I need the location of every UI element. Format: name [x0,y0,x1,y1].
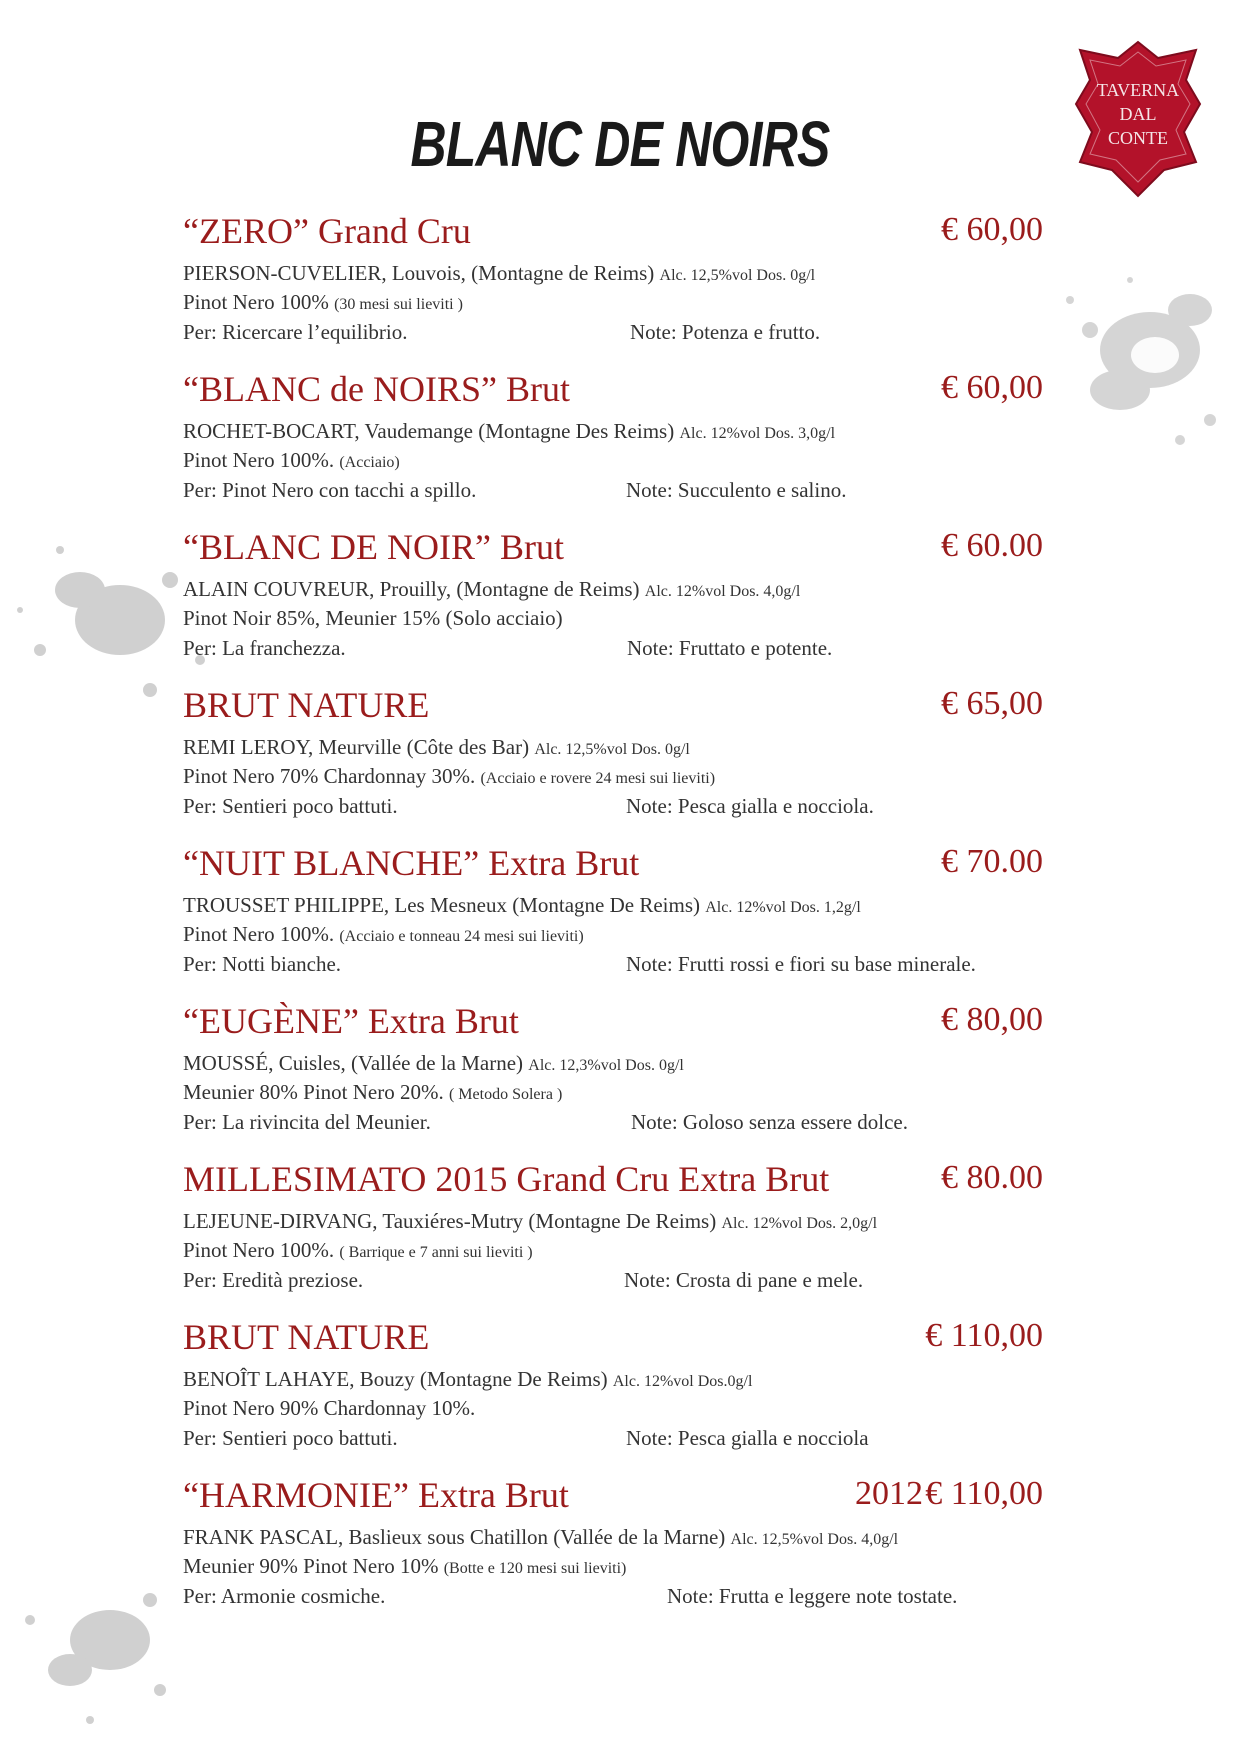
grapes: Meunier 80% Pinot Nero 20%. [183,1080,444,1104]
pairing-text: Per: Notti bianche. [183,952,342,976]
grapes-line [183,766,715,787]
wine-specs: Alc. 12,5%vol Dos. 4,0g/l [730,1531,899,1548]
producer: BENOÎT LAHAYE, Bouzy (Montagne De Reims) [183,1367,608,1391]
wine-price: € 60.00 [941,527,1043,564]
wine-specs: Alc. 12%vol Dos. 1,2g/l [705,899,861,916]
grapes-line [183,1240,533,1261]
wine-name: “HARMONIE” Extra Brut [183,1475,569,1515]
grapes-note: (Botte e 120 mesi sui lieviti) [443,1560,627,1577]
wine-price: € 60,00 [941,211,1043,248]
wine-entry [183,529,1063,659]
producer: ALAIN COUVREUR, Prouilly, (Montagne de Reims) [183,577,640,601]
wine-specs: Alc. 12,5%vol Dos. 0g/l [659,267,816,284]
wine-price: € 80,00 [941,1001,1043,1038]
grapes-note: (Acciaio) [339,454,400,471]
producer: REMI LEROY, Meurville (Côte des Bar) [183,735,530,759]
wine-specs: Alc. 12,5%vol Dos. 0g/l [534,741,690,758]
wine-name: “NUIT BLANCHE” Extra Brut [183,843,640,883]
wine-specs: Alc. 12%vol Dos. 4,0g/l [644,583,801,600]
wine-entry [183,1319,1063,1449]
wine-entry [183,1161,1063,1291]
grapes: Pinot Nero 100% [183,290,329,314]
logo-line-2: DAL [1119,104,1157,124]
wine-specs: Alc. 12%vol Dos.0g/l [612,1373,753,1390]
pairing-text: Per: Armonie cosmiche. [183,1584,386,1608]
wine-price: € 110,00 [925,1317,1043,1354]
producer: ROCHET-BOCART, Vaudemange (Montagne Des Reims) [183,419,675,443]
wine-name: “ZERO” Grand Cru [183,211,471,251]
grapes: Pinot Nero 100%. [183,1238,335,1262]
grapes-line [183,1556,626,1577]
grapes-note: (Acciaio e tonneau 24 mesi sui lieviti) [339,928,584,945]
producer-line [183,1527,898,1548]
producer-line [183,579,800,600]
wine-name: “BLANC DE NOIR” Brut [183,527,564,567]
wine-price: € 110,00 [925,1475,1043,1512]
pairing-text: Per: Sentieri poco battuti. [183,794,398,818]
grapes-note: ( Metodo Solera ) [448,1086,563,1103]
tasting-note: Note: Frutta e leggere note tostate. [667,1584,958,1608]
grapes: Pinot Nero 100%. [183,448,335,472]
wine-name: “BLANC de NOIRS” Brut [183,369,570,409]
grapes: Meunier 90% Pinot Nero 10% [183,1554,439,1578]
tasting-note: Note: Pesca gialla e nocciola. [626,794,874,818]
wine-entry [183,1477,1063,1607]
wine-entry [183,213,1063,343]
wine-price: € 60,00 [941,369,1043,406]
splatter-bottom-left [0,1560,200,1754]
wine-entry [183,687,1063,817]
wine-specs: Alc. 12%vol Dos. 3,0g/l [679,425,836,442]
tasting-note: Note: Crosta di pane e mele. [624,1268,864,1292]
pairing-text: Per: La rivincita del Meunier. [183,1110,431,1134]
pairing-text: Per: Ricercare l’equilibrio. [183,320,408,344]
producer: PIERSON-CUVELIER, Louvois, (Montagne de Reims) [183,261,655,285]
wine-price: € 70.00 [941,843,1043,880]
pairing-text: Per: Sentieri poco battuti. [183,1426,398,1450]
tasting-note: Note: Pesca gialla e nocciola [626,1426,869,1450]
tasting-note: Note: Potenza e frutto. [630,320,821,344]
wine-name: BRUT NATURE [183,685,430,725]
producer-line [183,1369,752,1390]
wine-specs: Alc. 12,3%vol Dos. 0g/l [528,1057,684,1074]
wine-name: BRUT NATURE [183,1317,430,1357]
pairing-text: Per: La franchezza. [183,636,346,660]
wine-entry [183,1003,1063,1133]
grapes-line [183,608,563,629]
wine-specs: Alc. 12%vol Dos. 2,0g/l [721,1215,878,1232]
wine-year: 2012 [855,1475,923,1512]
grapes-note: ( Barrique e 7 anni sui lieviti ) [339,1244,533,1261]
producer: LEJEUNE-DIRVANG, Tauxiéres-Mutry (Montagne De Reims) [183,1209,717,1233]
wine-entry [183,371,1063,501]
producer: TROUSSET PHILIPPE, Les Mesneux (Montagne De Reims) [183,893,700,917]
wine-name: “EUGÈNE” Extra Brut [183,1001,519,1041]
producer: MOUSSÉ, Cuisles, (Vallée de la Marne) [183,1051,524,1075]
grapes: Pinot Nero 70% Chardonnay 30%. [183,764,476,788]
tasting-note: Note: Fruttato e potente. [627,636,833,660]
wine-price: € 80.00 [941,1159,1043,1196]
producer-line [183,1211,877,1232]
logo-line-3: CONTE [1108,128,1168,148]
tasting-note: Note: Frutti rossi e fiori su base minerale. [626,952,976,976]
grapes-line [183,1398,475,1419]
wine-price: € 65,00 [941,685,1043,722]
tasting-note: Note: Goloso senza essere dolce. [631,1110,908,1134]
grapes-note: (Acciaio e rovere 24 mesi sui lieviti) [480,770,716,787]
producer-line [183,263,815,284]
grapes-note: (30 mesi sui lieviti ) [334,296,463,313]
producer-line [183,895,861,916]
grapes-line [183,450,400,471]
grapes-line [183,924,584,945]
wine-name: MILLESIMATO 2015 Grand Cru Extra Brut [183,1159,830,1199]
page-title: BLANC DE NOIRS [410,108,830,180]
grapes-line [183,1082,562,1103]
grapes: Pinot Nero 100%. [183,922,335,946]
grapes-line [183,292,463,313]
tasting-note: Note: Succulento e salino. [626,478,847,502]
grapes: Pinot Noir 85%, Meunier 15% (Solo acciaio) [183,606,563,630]
producer-line [183,737,690,758]
pairing-text: Per: Eredità preziose. [183,1268,364,1292]
producer-line [183,421,835,442]
wine-entry [183,845,1063,975]
producer-line [183,1053,684,1074]
logo-line-1: TAVERNA [1096,80,1180,100]
grapes: Pinot Nero 90% Chardonnay 10%. [183,1396,476,1420]
pairing-text: Per: Pinot Nero con tacchi a spillo. [183,478,477,502]
producer: FRANK PASCAL, Baslieux sous Chatillon (Vallée de la Marne) [183,1525,726,1549]
